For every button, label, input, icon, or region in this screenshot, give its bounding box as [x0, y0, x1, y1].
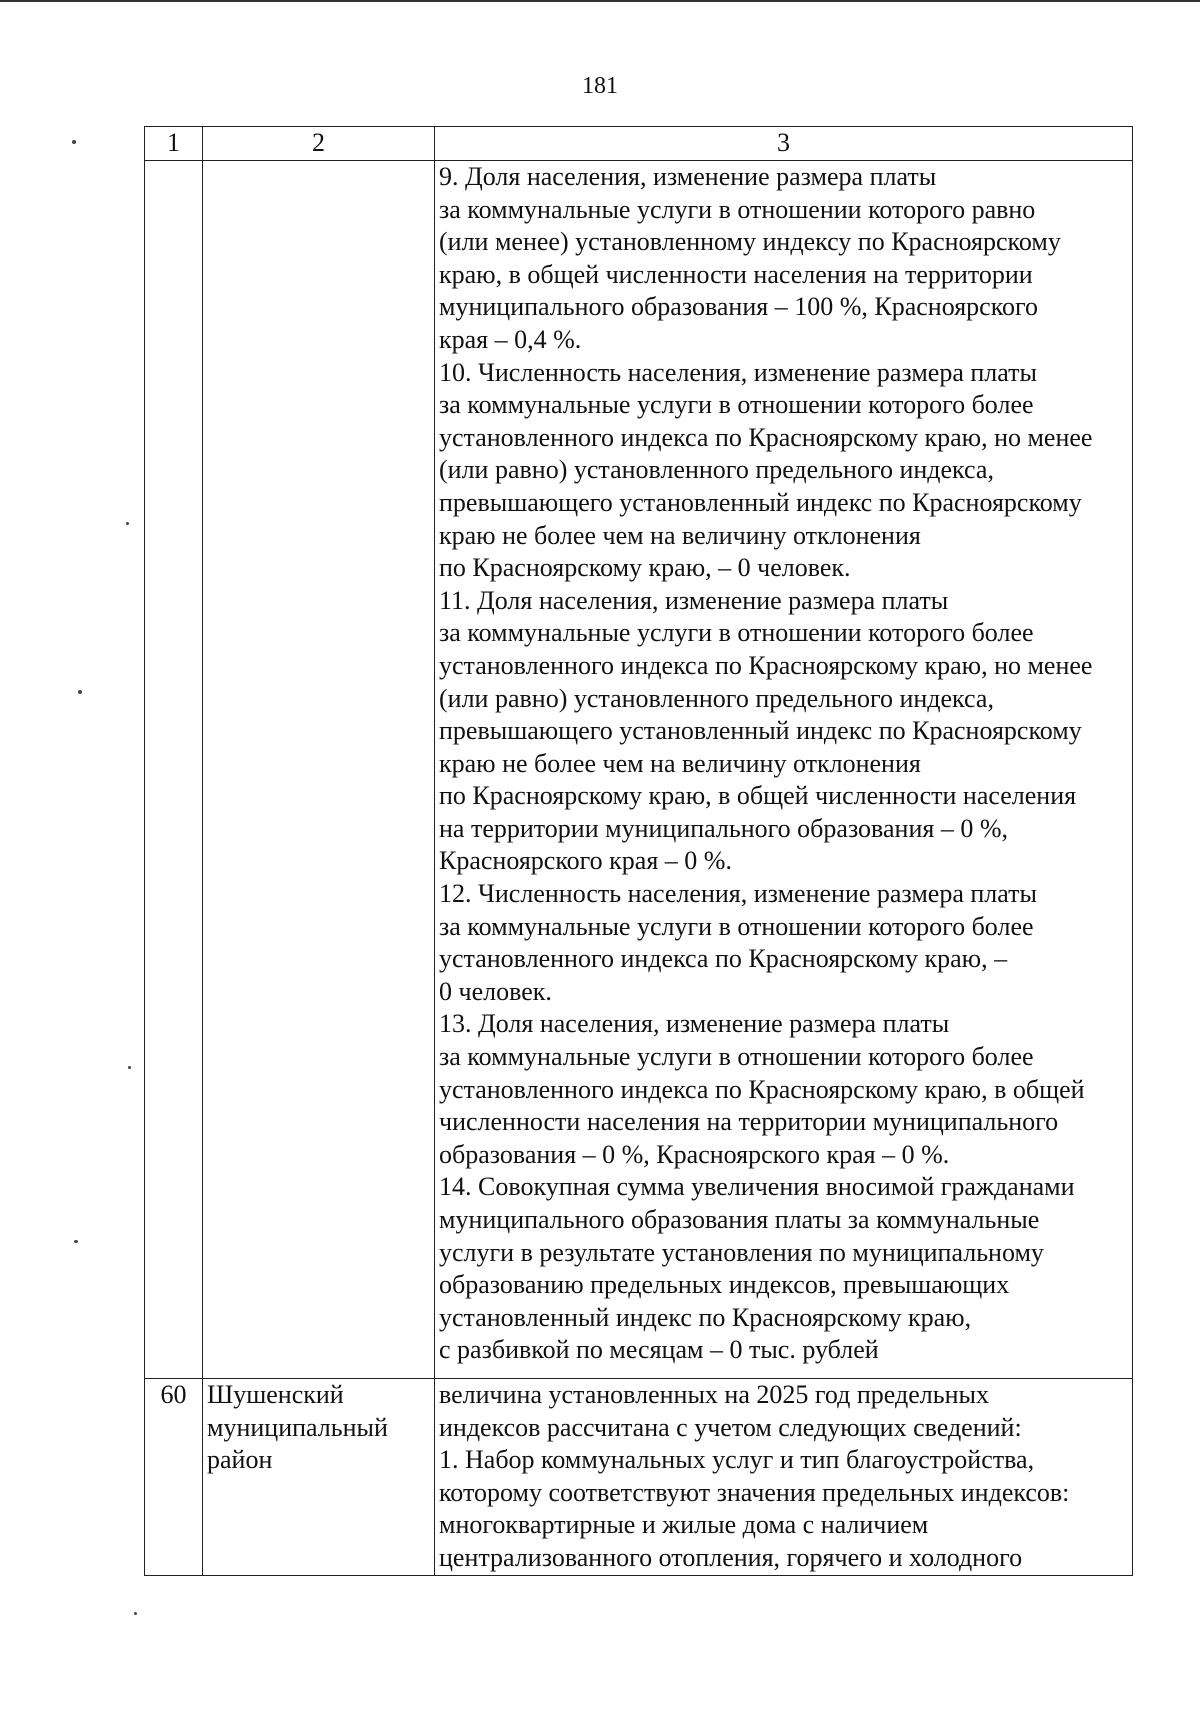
scan-speck — [72, 140, 76, 144]
municipality-name — [203, 161, 435, 1379]
table-header-row — [145, 127, 1133, 161]
row-number — [145, 161, 203, 1379]
column-header-2: 2 — [203, 127, 435, 161]
scan-speck — [128, 1066, 131, 1069]
scan-speck — [74, 1240, 78, 1243]
scan-speck — [78, 690, 82, 694]
municipality-name: Шушенский муниципальный район — [203, 1379, 435, 1576]
document-table — [144, 126, 1133, 1576]
page-top-edge — [0, 0, 1200, 2]
table-row — [145, 161, 1133, 1379]
column-header-1: 1 — [145, 127, 203, 161]
page-number: 181 — [582, 73, 618, 99]
row-number: 60 — [145, 1379, 203, 1576]
table-row — [145, 1379, 1133, 1576]
scan-speck — [134, 1612, 137, 1615]
column-header-3: 3 — [435, 127, 1133, 161]
row-description: величина установленных на 2025 год предельных индексов рассчитана с учетом следующих сведений: 1. Набор коммунальных услуг и тип благоустройства, которому соответствуют значения предельных индексов: многоквартирные и жилые дома с наличием централизованного отопления, горячего и холодного — [435, 1379, 1133, 1576]
scan-speck — [126, 522, 129, 525]
row-description: 9. Доля населения, изменение размера платы за коммунальные услуги в отношении которого равно (или менее) установленному индексу по Красноярскому краю, в общей численности населения на территории муниципального образования – 100 %, Красноярского края – 0,4 %. 10. Численность населения, изменение размера платы за коммунальные услуги в отношении которого более установленного индекса по Красноярскому краю, но менее (или равно) установленного предельного индекса, превышающего установленный индекс по Красноярскому краю не более чем на величину отклонения по Красноярскому краю, – 0 человек. 11. Доля населения, изменение размера платы за коммунальные услуги в отношении которого более установленного индекса по Красноярскому краю, но менее (или равно) установленного предельного индекса, превышающего установленный индекс по Красноярскому краю не более чем на величину отклонения по Красноярскому краю, в общей численности населения на территории муниципального образования – 0 %, Красноярского края – 0 %. 12. Численность населения, изменение размера платы за коммунальные услуги в отношении которого более установленного индекса по Красноярскому краю, – 0 человек. 13. Доля населения, изменение размера платы за коммунальные услуги в отношении которого более установленного индекса по Красноярскому краю, в общей численности населения на территории муниципального образования – 0 %, Красноярского края – 0 %. 14. Совокупная сумма увеличения вносимой гражданами муниципального образования платы за коммунальные услуги в результате установления по муниципальному образованию предельных индексов, превышающих установленный индекс по Красноярскому краю, с разбивкой по месяцам – 0 тыс. рублей — [435, 161, 1133, 1379]
